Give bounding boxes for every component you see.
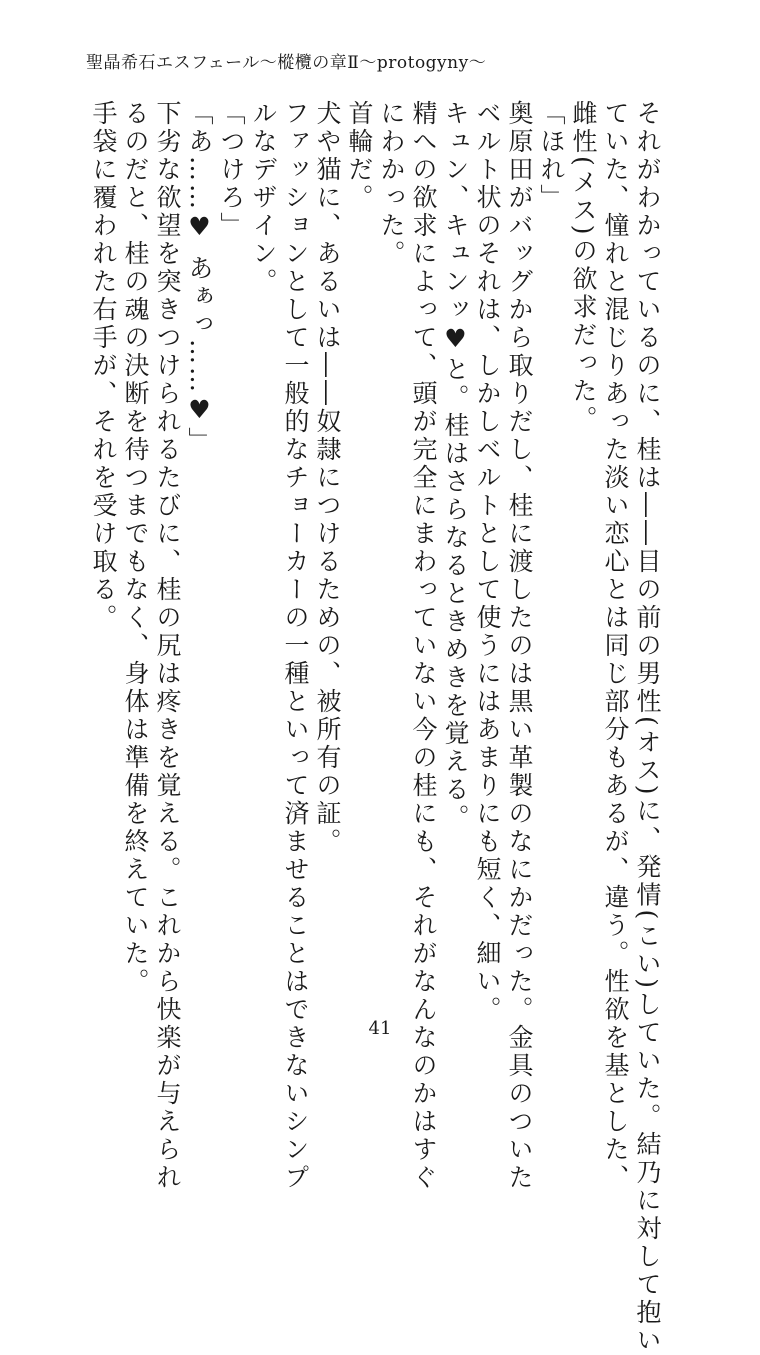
text-column-6: ベルト状のそれは、しかしベルトとして使うにはあまりにも短く、細い。 xyxy=(473,100,502,1024)
text-column-10: 首輪だ。 xyxy=(345,100,374,212)
page-number: 41 xyxy=(368,1018,392,1039)
text-column-2: ていた、憧れと混じりあった淡い恋心とは同じ部分もあるが、違う。性欲を基とした、 xyxy=(601,100,630,1192)
text-column-17: るのだと、桂の魂の決断を待つまでもなく、身体は準備を終えていた。 xyxy=(121,100,150,996)
text-column-14: 「つけろ」 xyxy=(217,100,246,240)
text-column-7: キュン、キュンッ♥と。桂はさらなるときめきを覚える。 xyxy=(441,100,470,832)
text-column-8: 精への欲求によって、頭が完全にまわっていない今の桂にも、それがなんなのかはすぐ xyxy=(409,100,438,1192)
text-column-18: 手袋に覆われた右手が、それを受け取る。 xyxy=(89,100,118,632)
text-column-15: 「あ……♥ あぁっ……♥」 xyxy=(185,100,214,455)
text-column-11: 犬や猫に、あるいは――奴隷につけるための、被所有の証。 xyxy=(313,100,342,856)
text-column-16: 下劣な欲望を突きつけられるたびに、桂の尻は疼きを覚える。これから快楽が与えられ xyxy=(153,100,182,1192)
text-column-5: 奥原田がバッグから取りだし、桂に渡したのは黒い革製のなにかだった。金具のついた xyxy=(505,100,534,1192)
text-column-12: ファッションとして一般的なチョーカーの一種といって済ませることはできないシンプ xyxy=(281,100,310,1192)
text-column-13: ルなデザイン。 xyxy=(249,100,278,296)
text-column-1: それがわかっているのに、桂は――目の前の男性(オス)に、発情(こい)していた。結乃に対して抱い xyxy=(633,100,662,1355)
text-column-9: にわかった。 xyxy=(377,100,406,268)
text-column-3: 雌性(メス)の欲求だった。 xyxy=(569,100,598,434)
text-column-4: 「ほれ」 xyxy=(537,100,566,212)
running-header: 聖晶希石エスフェール〜樅欖の章Ⅱ〜protogyny〜 xyxy=(86,53,487,73)
